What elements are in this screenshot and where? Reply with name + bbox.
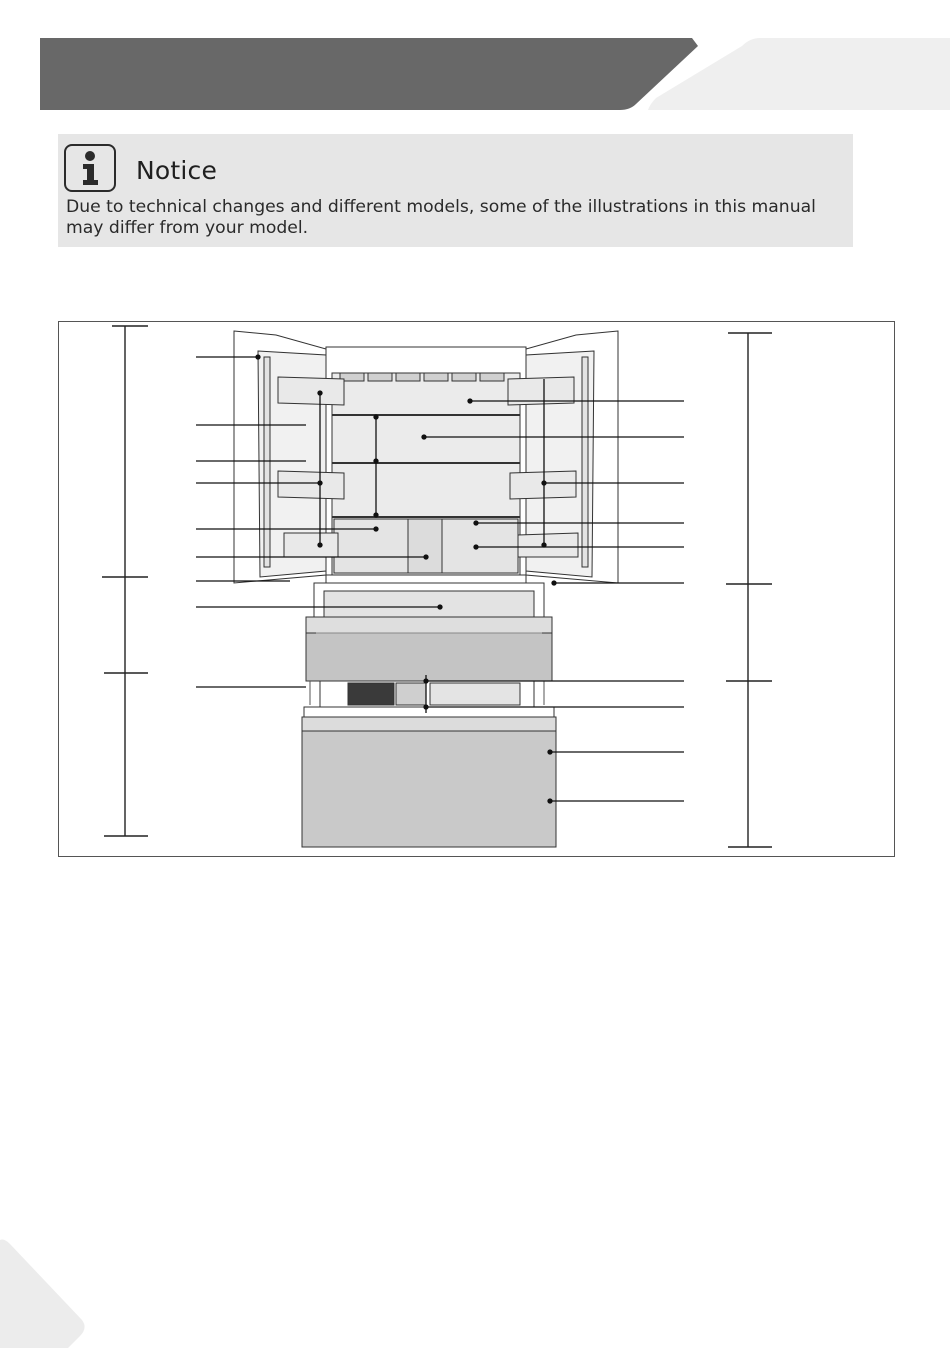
info-icon [64, 144, 116, 192]
freezer-drawer [302, 707, 556, 847]
middle-drawer [306, 583, 552, 681]
header-dark-tab [40, 38, 698, 110]
freezer-interior [320, 681, 534, 707]
notice-box [58, 134, 853, 247]
fridge-diagram [58, 321, 895, 857]
notice-title: Notice [136, 156, 218, 185]
page-corner [0, 1228, 90, 1348]
header-banner [0, 0, 950, 120]
notice-text: Due to technical changes and different models, some of the illustrations in this manual may differ from your model. [66, 197, 816, 238]
